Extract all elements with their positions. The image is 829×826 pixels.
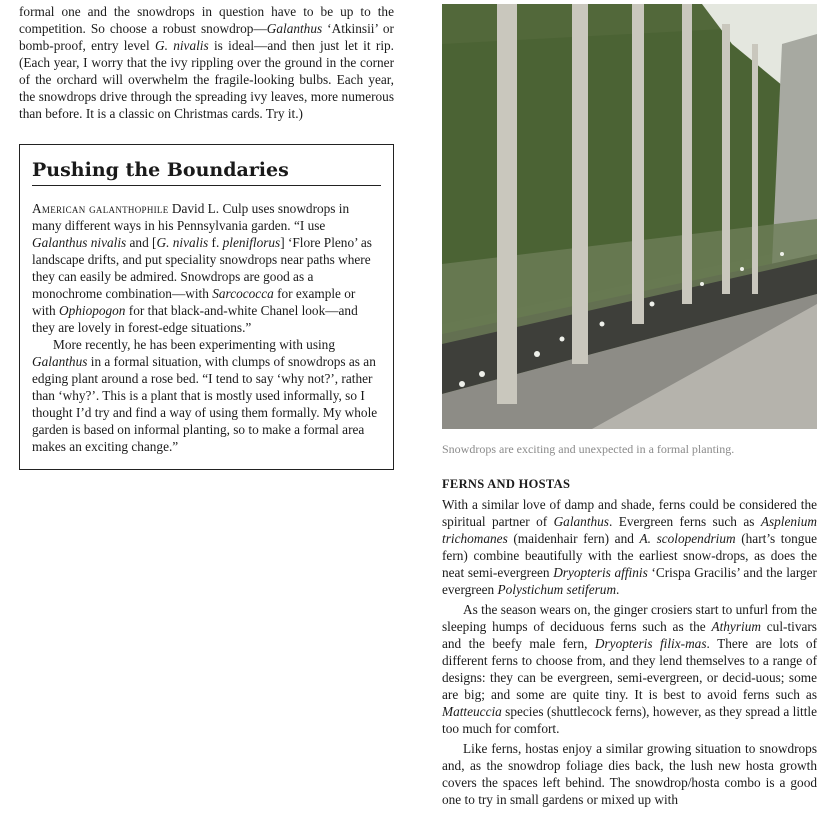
text-run: .	[616, 582, 620, 597]
text-run: for example or with	[32, 286, 356, 318]
text-run: formal one and the snowdrops in question have to be up to the competition. So choose a robust snowdrop—	[19, 4, 394, 36]
text-run: and [	[126, 235, 157, 250]
text-run: cul-tivars and the beefy male fern,	[442, 619, 817, 651]
italic-run: Galanthus	[266, 21, 323, 36]
text-run: As the season wears on, the ginger crosiers start to unfurl from the sleeping humps of deciduous ferns such as the	[442, 602, 817, 634]
text-run: for that black-and-white Chanel look—and they are lovely in forest-edge situations.”	[32, 303, 358, 335]
text-run: ‘Atkinsii’ or bomb-proof, entry level	[19, 21, 394, 53]
text-run: Like ferns, hostas enjoy a similar growing situation to snowdrops and, as the snowdrop foliage dies back, the lush new hosta growth covers the spaces left behind. The snowdrop/hosta combo is a good one to try in small gardens or mixed up with	[442, 741, 817, 807]
italic-run: Asplenium trichomanes	[442, 514, 817, 546]
text-run: is ideal—and then just let it rip. (Each year, I worry that the ivy rippling over the ground in the corner of the orchard will overwhelm the fragile-looking bulbs. Each year, the snowdrops drive through the spreading ivy leaves, more numerous than before. It is a classic on Christmas cards. Try it.)	[19, 38, 394, 121]
italic-run: G. nivalis	[156, 235, 209, 250]
sidebar-paragraph-2	[32, 336, 381, 455]
text-run: in a formal situation, with clumps of snowdrops as an edging plant around a rose bed. “I tend to say ‘why not?’, rather than ‘why?’. This is a plant that is mostly used informally, so I thought I’d try and find a way of using them formally. My whole garden is based on informal planting, so to make a formal area makes an exciting change.”	[32, 354, 378, 454]
text-run: (maidenhair fern) and	[507, 531, 640, 546]
italic-run: Matteuccia	[442, 704, 502, 719]
italic-run: Polystichum setiferum	[497, 582, 617, 597]
text-run: . Evergreen ferns such as	[609, 514, 761, 529]
garden-photo-illustration	[442, 4, 817, 429]
text-run: More recently, he has been experimenting with using	[53, 337, 335, 352]
italic-run: Galanthus	[32, 354, 88, 369]
text-run: . There are lots of different ferns to choose from, and they lend themselves to a range of designs: they can be evergreen, semi-evergreen, or decid-uous; some are big; and some are quite tiny. It is best to avoid ferns such as	[442, 636, 817, 702]
sidebar-box	[19, 144, 394, 470]
italic-run: pleniflorus	[222, 235, 281, 250]
text-run: species (shuttlecock ferns), however, as they spread a little too much for comfort.	[442, 704, 817, 736]
italic-run: Sarcococca	[212, 286, 274, 301]
left-column	[19, 0, 394, 470]
italic-run: Ophiopogon	[58, 303, 126, 318]
italic-run: Dryopteris affinis	[553, 565, 648, 580]
ferns-paragraph-1	[442, 496, 817, 598]
sidebar-title: Pushing the Boundaries	[32, 157, 381, 186]
text-run: f.	[208, 235, 223, 250]
italic-run: A. scolopendrium	[639, 531, 736, 546]
intro-paragraph	[19, 3, 394, 122]
smallcaps-lead: American galanthophile	[32, 201, 169, 216]
italic-run: Dryopteris filix-mas	[594, 636, 707, 651]
sidebar-paragraph-1	[32, 200, 381, 336]
right-column	[442, 4, 817, 808]
text-run: (hart’s tongue fern) combine beautifully with the earliest snow-drops, as does the neat semi-evergreen	[442, 531, 818, 580]
text-run: ] ‘Flore Pleno’ as landscape drifts, and put speciality snowdrops near paths where they can easily be admired. Snowdrops are good as a monochrome combination—with	[32, 235, 372, 301]
italic-run: Galanthus	[553, 514, 609, 529]
photo-caption: Snowdrops are exciting and unexpected in a formal planting.	[442, 442, 735, 456]
italic-run: Athyrium	[711, 619, 761, 634]
ferns-paragraph-2	[442, 601, 817, 737]
italic-run: Galanthus nivalis	[32, 235, 127, 250]
text-run: David L. Culp uses snowdrops in many different ways in his Pennsylvania garden. “I use	[32, 201, 350, 233]
hostas-paragraph	[442, 740, 817, 808]
garden-photo	[442, 4, 817, 429]
section-heading: FERNS AND HOSTAS	[442, 477, 571, 491]
text-run: ‘Crispa Gracilis’ and the larger evergreen	[442, 565, 817, 597]
italic-run: G. nivalis	[154, 38, 209, 53]
text-run: With a similar love of damp and shade, ferns could be considered the spiritual partner of	[442, 497, 817, 529]
